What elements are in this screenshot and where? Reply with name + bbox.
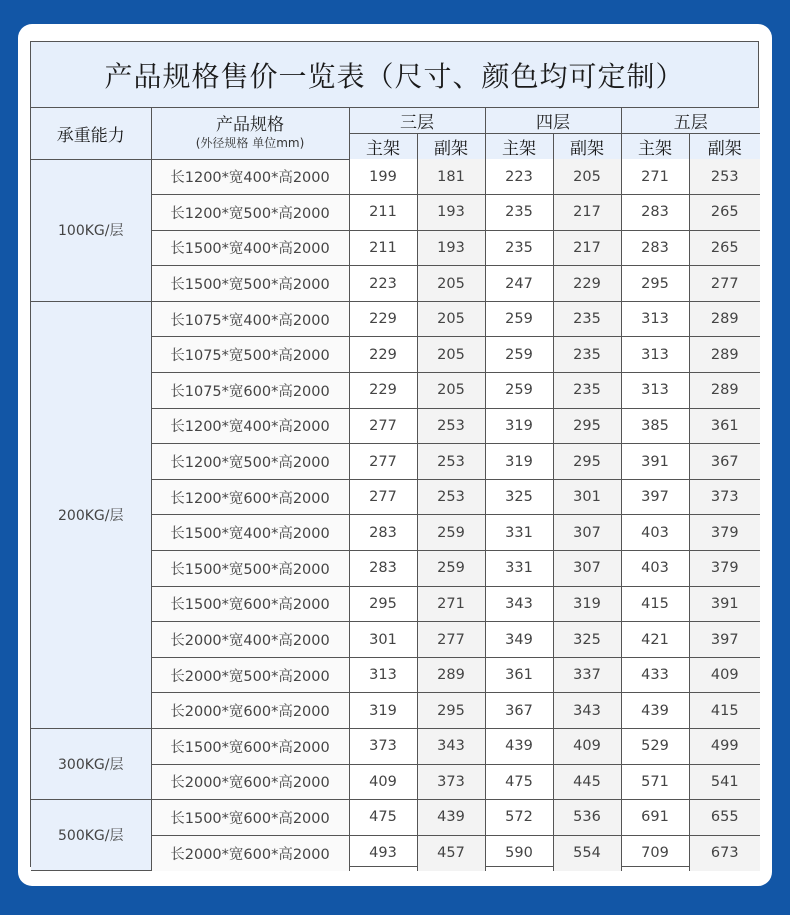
sub-rack-price-cell: 205 [553,159,621,195]
main-rack-price-cell: 439 [485,729,553,765]
main-rack-price-cell: 415 [621,586,689,622]
main-rack-price-cell: 391 [621,444,689,480]
main-rack-price-cell: 385 [621,408,689,444]
spec-cell: 长2000*宽600*高2000 [151,764,349,800]
main-rack-price-cell: 319 [349,693,417,729]
price-table [31,108,760,871]
sub-rack-price-cell: 229 [553,266,621,302]
spec-cell: 长2000*宽600*高2000 [151,835,349,871]
spec-cell: 长1075*宽500*高2000 [151,337,349,373]
main-rack-price-cell: 403 [621,515,689,551]
main-rack-price-cell: 325 [485,479,553,515]
main-rack-price-cell: 421 [621,622,689,658]
sub-rack-price-cell: 193 [417,195,485,231]
sub-rack-price-cell: 259 [417,515,485,551]
sub-rack-price-cell: 337 [553,657,621,693]
main-rack-price-cell: 313 [621,337,689,373]
sub-rack-price-cell: 307 [553,515,621,551]
sub-rack-price-cell: 271 [417,586,485,622]
load-capacity-header: 承重能力 [31,108,151,159]
spec-cell: 长1500*宽600*高2000 [151,729,349,765]
sub-rack-price-cell: 536 [553,800,621,836]
main-rack-price-cell: 235 [485,230,553,266]
spec-cell: 长1500*宽500*高2000 [151,266,349,302]
sub-rack-price-cell: 289 [689,301,760,337]
sub-rack-price-cell: 253 [689,159,760,195]
main-rack-price-cell: 235 [485,195,553,231]
main-rack-price-cell: 571 [621,764,689,800]
spec-cell: 长2000*宽500*高2000 [151,657,349,693]
main-rack-price-cell: 590 [485,835,553,871]
spec-cell: 长1200*宽600*高2000 [151,479,349,515]
main-rack-price-cell: 403 [621,551,689,587]
sub-rack-price-cell: 361 [689,408,760,444]
sub-rack-price-cell: 457 [417,835,485,871]
sub-rack-price-cell: 397 [689,622,760,658]
main-rack-price-cell: 223 [349,266,417,302]
sub-rack-header: 副架 [417,134,485,160]
sub-rack-price-cell: 265 [689,230,760,266]
spec-cell: 长1200*宽500*高2000 [151,444,349,480]
table-header [31,108,760,159]
main-rack-price-cell: 283 [349,551,417,587]
spec-cell: 长1200*宽400*高2000 [151,408,349,444]
sub-rack-price-cell: 253 [417,444,485,480]
sub-rack-price-cell: 415 [689,693,760,729]
spec-cell: 长1500*宽500*高2000 [151,551,349,587]
sub-rack-price-cell: 205 [417,301,485,337]
sub-rack-price-cell: 289 [689,337,760,373]
sub-rack-price-cell: 193 [417,230,485,266]
sub-rack-price-cell: 391 [689,586,760,622]
sub-rack-price-cell: 235 [553,337,621,373]
layer-header-3: 三层 [349,108,485,134]
table-title: 产品规格售价一览表（尺寸、颜色均可定制） [31,42,758,108]
sub-rack-price-cell: 205 [417,266,485,302]
main-rack-price-cell: 475 [349,800,417,836]
main-rack-price-cell: 199 [349,159,417,195]
load-capacity-cell: 500KG/层 [31,800,151,871]
main-rack-price-cell: 529 [621,729,689,765]
spec-cell: 长1500*宽600*高2000 [151,800,349,836]
main-rack-price-cell: 259 [485,337,553,373]
main-rack-price-cell: 277 [349,408,417,444]
spec-cell: 长1500*宽600*高2000 [151,586,349,622]
main-rack-price-cell: 409 [349,764,417,800]
load-capacity-cell: 300KG/层 [31,729,151,800]
main-rack-price-cell: 349 [485,622,553,658]
sub-rack-price-cell: 301 [553,479,621,515]
main-rack-price-cell: 475 [485,764,553,800]
main-rack-price-cell: 277 [349,444,417,480]
table-row [31,159,760,195]
spec-header-title: 产品规格 [216,115,284,136]
sub-rack-price-cell: 217 [553,230,621,266]
table-row [31,729,760,765]
main-rack-price-cell: 572 [485,800,553,836]
sub-rack-price-cell: 181 [417,159,485,195]
sub-rack-header: 副架 [689,134,760,160]
main-rack-price-cell: 331 [485,515,553,551]
main-rack-header: 主架 [485,134,553,160]
main-rack-price-cell: 709 [621,835,689,871]
sub-rack-price-cell: 295 [417,693,485,729]
main-rack-price-cell: 367 [485,693,553,729]
main-rack-price-cell: 319 [485,408,553,444]
sub-rack-price-cell: 277 [417,622,485,658]
main-rack-price-cell: 295 [349,586,417,622]
main-rack-price-cell: 259 [485,301,553,337]
main-rack-price-cell: 691 [621,800,689,836]
main-rack-price-cell: 259 [485,373,553,409]
sub-rack-price-cell: 235 [553,301,621,337]
main-rack-price-cell: 301 [349,622,417,658]
main-rack-price-cell: 229 [349,373,417,409]
sub-rack-price-cell: 205 [417,373,485,409]
sub-rack-price-cell: 235 [553,373,621,409]
main-rack-price-cell: 313 [621,373,689,409]
sub-rack-price-cell: 277 [689,266,760,302]
main-rack-price-cell: 283 [349,515,417,551]
layer-header-4: 四层 [485,108,621,134]
main-rack-price-cell: 283 [621,195,689,231]
main-rack-price-cell: 229 [349,337,417,373]
main-rack-price-cell: 493 [349,835,417,871]
sub-rack-header: 副架 [553,134,621,160]
spec-header-unit: (外径规格 单位mm) [195,136,305,151]
sub-rack-price-cell: 253 [417,408,485,444]
main-rack-price-cell: 433 [621,657,689,693]
sub-rack-price-cell: 307 [553,551,621,587]
main-rack-price-cell: 271 [621,159,689,195]
sub-rack-price-cell: 265 [689,195,760,231]
spec-cell: 长2000*宽400*高2000 [151,622,349,658]
sub-rack-price-cell: 295 [553,444,621,480]
layer-header-5: 五层 [621,108,760,134]
main-rack-price-cell: 223 [485,159,553,195]
spec-cell: 长2000*宽600*高2000 [151,693,349,729]
price-table-frame [30,41,759,867]
main-rack-price-cell: 313 [621,301,689,337]
spec-cell: 长1075*宽400*高2000 [151,301,349,337]
main-rack-price-cell: 361 [485,657,553,693]
sub-rack-price-cell: 343 [553,693,621,729]
sub-rack-price-cell: 373 [417,764,485,800]
table-row [31,301,760,337]
sub-rack-price-cell: 409 [553,729,621,765]
sub-rack-price-cell: 409 [689,657,760,693]
main-rack-header: 主架 [349,134,417,160]
main-rack-header: 主架 [621,134,689,160]
sub-rack-price-cell: 554 [553,835,621,871]
sub-rack-price-cell: 379 [689,515,760,551]
sub-rack-price-cell: 379 [689,551,760,587]
main-rack-price-cell: 373 [349,729,417,765]
spec-cell: 长1200*宽400*高2000 [151,159,349,195]
sub-rack-price-cell: 289 [417,657,485,693]
sub-rack-price-cell: 439 [417,800,485,836]
main-rack-price-cell: 211 [349,195,417,231]
table-row [31,800,760,836]
spec-cell: 长1075*宽600*高2000 [151,373,349,409]
sub-rack-price-cell: 343 [417,729,485,765]
load-capacity-cell: 200KG/层 [31,301,151,728]
main-rack-price-cell: 295 [621,266,689,302]
sub-rack-price-cell: 259 [417,551,485,587]
main-rack-price-cell: 319 [485,444,553,480]
main-rack-price-cell: 277 [349,479,417,515]
main-rack-price-cell: 247 [485,266,553,302]
table-body [31,159,760,871]
sub-rack-price-cell: 295 [553,408,621,444]
sub-rack-price-cell: 367 [689,444,760,480]
sub-rack-price-cell: 325 [553,622,621,658]
sub-rack-price-cell: 445 [553,764,621,800]
main-rack-price-cell: 439 [621,693,689,729]
main-rack-price-cell: 343 [485,586,553,622]
sub-rack-price-cell: 217 [553,195,621,231]
main-rack-price-cell: 313 [349,657,417,693]
sub-rack-price-cell: 673 [689,835,760,871]
sub-rack-price-cell: 205 [417,337,485,373]
sub-rack-price-cell: 655 [689,800,760,836]
sub-rack-price-cell: 373 [689,479,760,515]
spec-cell: 长1500*宽400*高2000 [151,515,349,551]
main-rack-price-cell: 331 [485,551,553,587]
spec-cell: 长1500*宽400*高2000 [151,230,349,266]
sub-rack-price-cell: 289 [689,373,760,409]
sub-rack-price-cell: 499 [689,729,760,765]
sub-rack-price-cell: 319 [553,586,621,622]
load-capacity-cell: 100KG/层 [31,159,151,301]
main-rack-price-cell: 211 [349,230,417,266]
sub-rack-price-cell: 253 [417,479,485,515]
main-rack-price-cell: 283 [621,230,689,266]
sub-rack-price-cell: 541 [689,764,760,800]
main-rack-price-cell: 397 [621,479,689,515]
spec-header [151,108,349,159]
spec-cell: 长1200*宽500*高2000 [151,195,349,231]
main-rack-price-cell: 229 [349,301,417,337]
